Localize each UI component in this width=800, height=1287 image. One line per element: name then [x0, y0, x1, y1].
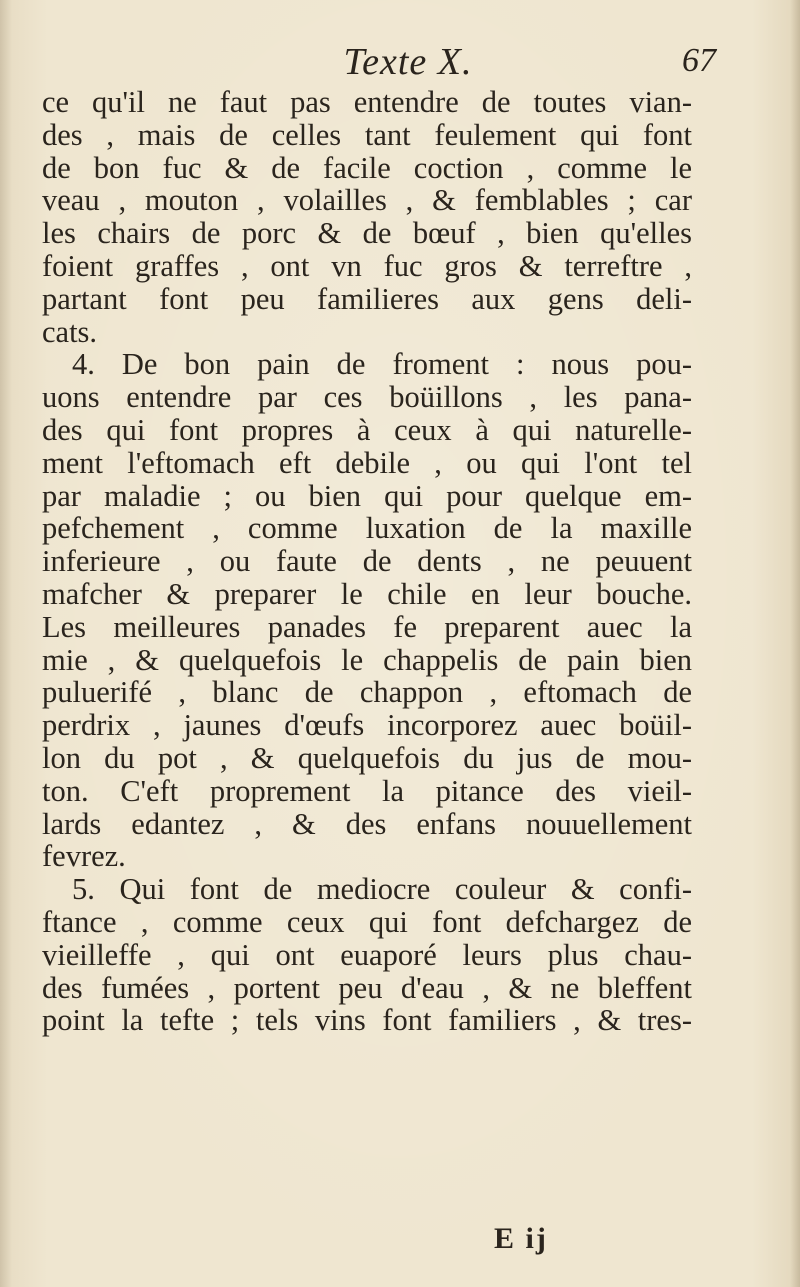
text-line: pefchement , comme luxation de la maxille: [42, 511, 692, 546]
page-number: 67: [682, 42, 716, 79]
text-line: Les meilleures panades fe preparent auec la: [42, 609, 692, 644]
text-line: mafcher & preparer le chile en leur bouche.: [42, 576, 692, 611]
text-line: lon du pot , & quelquefois du jus de mou-: [42, 740, 692, 775]
page-left-edge-shadow: [0, 0, 12, 1287]
signature-mark: E ij: [494, 1222, 548, 1255]
body-text: [42, 86, 692, 1037]
text-line: des , mais de celles tant feulement qui font: [42, 117, 692, 152]
text-line: perdrix , jaunes d'œufs incorporez auec boüil-: [42, 708, 692, 743]
text-line: puluerifé , blanc de chappon , eftomach de: [42, 675, 692, 710]
text-line: ment l'eftomach eft debile , ou qui l'ont tel: [42, 445, 692, 480]
text-line: cats.: [42, 314, 98, 349]
text-line: point la tefte ; tels vins font familiers , & tres-: [42, 1003, 692, 1038]
text-line: par maladie ; ou bien qui pour quelque em-: [42, 478, 692, 513]
text-line: 5. Qui font de mediocre couleur & confi-: [72, 872, 692, 907]
text-line: ftance , comme ceux qui font defchargez de: [42, 904, 692, 939]
text-line: uons entendre par ces boüillons , les pana-: [42, 380, 692, 415]
text-line: veau , mouton , volailles , & femblables ; car: [42, 183, 692, 218]
text-line: de bon fuc & de facile coction , comme le: [42, 150, 692, 185]
text-line: des qui font propres à ceux à qui naturelle-: [42, 412, 692, 447]
text-line: mie , & quelquefois le chappelis de pain bien: [42, 642, 692, 677]
text-line: foient graffes , ont vn fuc gros & terreftre ,: [42, 248, 692, 283]
text-line: ton. C'eft proprement la pitance des vieil-: [42, 773, 692, 808]
running-head: Texte X.: [343, 41, 473, 83]
page-right-edge-shadow: [790, 0, 800, 1287]
text-line: vieilleffe , qui ont euaporé leurs plus chau-: [42, 937, 692, 972]
text-line: ce qu'il ne faut pas entendre de toutes vian-: [42, 85, 692, 119]
text-line: partant font peu familieres aux gens deli-: [42, 281, 692, 316]
page-header: [48, 40, 716, 90]
text-line: lards edantez , & des enfans nouuellement: [42, 806, 692, 841]
text-line: 4. De bon pain de froment : nous pou-: [72, 347, 692, 382]
text-line: inferieure , ou faute de dents , ne peuuent: [42, 544, 692, 579]
text-line: les chairs de porc & de bœuf , bien qu'elles: [42, 216, 692, 251]
text-line: fevrez.: [42, 839, 126, 874]
text-line: des fumées , portent peu d'eau , & ne bleffent: [42, 970, 692, 1005]
